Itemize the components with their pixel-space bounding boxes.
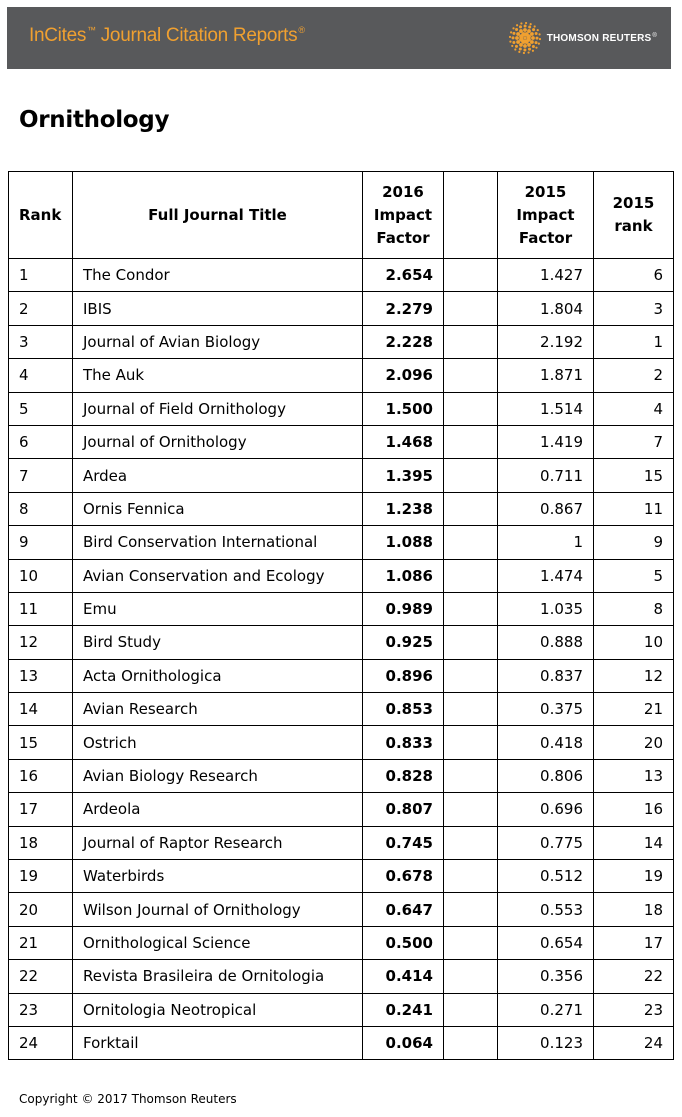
logo-dot bbox=[535, 37, 538, 40]
logo-dot bbox=[515, 45, 518, 48]
rank-2015-cell: 7 bbox=[594, 425, 674, 458]
impact-factor-2015-cell: 0.512 bbox=[498, 860, 594, 893]
journal-title-cell: Journal of Ornithology bbox=[73, 425, 363, 458]
rank-cell: 4 bbox=[9, 359, 73, 392]
blank-cell bbox=[444, 726, 498, 759]
impact-factor-2016-cell: 1.500 bbox=[363, 392, 444, 425]
impact-factor-2016-cell: 2.654 bbox=[363, 259, 444, 292]
impact-factor-2015-cell: 0.418 bbox=[498, 726, 594, 759]
table-row bbox=[9, 826, 674, 859]
table-row bbox=[9, 1026, 674, 1059]
table-row bbox=[9, 325, 674, 358]
journal-title-cell: Emu bbox=[73, 592, 363, 625]
impact-factor-2016-cell: 0.925 bbox=[363, 626, 444, 659]
rank-cell: 11 bbox=[9, 592, 73, 625]
impact-factor-2015-cell: 1.035 bbox=[498, 592, 594, 625]
logo-dot bbox=[534, 41, 537, 44]
rank-2015-cell: 16 bbox=[594, 793, 674, 826]
brand-name-text: THOMSON REUTERS bbox=[546, 32, 652, 44]
blank-cell bbox=[444, 860, 498, 893]
logo-dot bbox=[515, 28, 518, 31]
impact-factor-2015-cell: 1.804 bbox=[498, 292, 594, 325]
impact-factor-2016-cell: 0.241 bbox=[363, 993, 444, 1026]
rank-cell: 9 bbox=[9, 526, 73, 559]
impact-factor-2016-cell: 2.228 bbox=[363, 325, 444, 358]
rank-cell: 16 bbox=[9, 759, 73, 792]
impact-factor-2015-cell: 1.514 bbox=[498, 392, 594, 425]
journal-title-cell: Wilson Journal of Ornithology bbox=[73, 893, 363, 926]
impact-factor-2016-cell: 1.088 bbox=[363, 526, 444, 559]
table-row bbox=[9, 492, 674, 525]
logo-dot bbox=[525, 22, 527, 24]
impact-factor-2015-cell: 1.474 bbox=[498, 559, 594, 592]
logo-dot bbox=[509, 41, 511, 43]
impact-factor-2016-cell: 0.853 bbox=[363, 693, 444, 726]
impact-factor-2015-cell: 0.888 bbox=[498, 626, 594, 659]
rank-cell: 14 bbox=[9, 693, 73, 726]
logo-dot bbox=[512, 41, 515, 44]
logo-dot bbox=[529, 23, 531, 25]
impact-factor-2015-cell: 0.375 bbox=[498, 693, 594, 726]
impact-factor-2015-cell: 0.867 bbox=[498, 492, 594, 525]
impact-factor-2016-cell: 2.096 bbox=[363, 359, 444, 392]
header-banner bbox=[7, 7, 671, 69]
table-row bbox=[9, 592, 674, 625]
rank-2015-cell: 6 bbox=[594, 259, 674, 292]
logo-dot bbox=[516, 32, 520, 36]
blank-cell bbox=[444, 893, 498, 926]
logo-dot bbox=[518, 51, 520, 53]
blank-cell bbox=[444, 259, 498, 292]
blank-cell bbox=[444, 793, 498, 826]
logo-dot bbox=[519, 43, 523, 47]
logo-dot bbox=[515, 36, 519, 40]
header-line: 2015 bbox=[612, 194, 655, 212]
impact-factor-2015-cell: 1.871 bbox=[498, 359, 594, 392]
rank-2015-cell: 5 bbox=[594, 559, 674, 592]
rank-cell: 17 bbox=[9, 793, 73, 826]
logo-dot bbox=[526, 34, 530, 38]
impact-factor-2016-cell: 0.678 bbox=[363, 860, 444, 893]
logo-dot bbox=[511, 45, 513, 47]
logo-dot bbox=[536, 29, 538, 31]
rank-2015-cell: 22 bbox=[594, 960, 674, 993]
page-title: Ornithology bbox=[19, 107, 170, 133]
table-row bbox=[9, 893, 674, 926]
impact-factor-2016-cell: 0.647 bbox=[363, 893, 444, 926]
rank-cell: 5 bbox=[9, 392, 73, 425]
logo-dot bbox=[530, 32, 534, 36]
logo-dot bbox=[532, 50, 534, 52]
rank-cell: 24 bbox=[9, 1026, 73, 1059]
impact-factor-2016-cell: 0.896 bbox=[363, 659, 444, 692]
logo-dot bbox=[527, 51, 529, 53]
logo-dot bbox=[516, 24, 518, 26]
table-row bbox=[9, 526, 674, 559]
logo-dot bbox=[531, 36, 535, 40]
table-row bbox=[9, 726, 674, 759]
journal-title-cell: Avian Research bbox=[73, 693, 363, 726]
journal-title-cell: Ornitologia Neotropical bbox=[73, 993, 363, 1026]
header-line: rank bbox=[614, 217, 653, 235]
column-header-rank-2015 bbox=[594, 172, 674, 259]
table-row bbox=[9, 392, 674, 425]
logo-dot bbox=[509, 36, 511, 38]
journal-title-cell: Revista Brasileira de Ornitologia bbox=[73, 960, 363, 993]
logo-dot bbox=[520, 22, 522, 24]
blank-cell bbox=[444, 359, 498, 392]
impact-factor-2015-cell: 0.775 bbox=[498, 826, 594, 859]
logo-dot bbox=[523, 44, 527, 48]
table-row bbox=[9, 359, 674, 392]
rank-2015-cell: 18 bbox=[594, 893, 674, 926]
column-header-title: Full Journal Title bbox=[73, 172, 363, 259]
rank-2015-cell: 13 bbox=[594, 759, 674, 792]
trademark-mark: ™ bbox=[87, 25, 96, 35]
logo-dot bbox=[519, 29, 523, 33]
journal-title-cell: Bird Study bbox=[73, 626, 363, 659]
impact-factor-2016-cell: 0.807 bbox=[363, 793, 444, 826]
blank-cell bbox=[444, 292, 498, 325]
rank-2015-cell: 2 bbox=[594, 359, 674, 392]
impact-factor-2015-cell: 0.271 bbox=[498, 993, 594, 1026]
journal-title-cell: Avian Conservation and Ecology bbox=[73, 559, 363, 592]
rank-2015-cell: 10 bbox=[594, 626, 674, 659]
impact-factor-2016-cell: 1.468 bbox=[363, 425, 444, 458]
impact-factor-2016-cell: 0.064 bbox=[363, 1026, 444, 1059]
logo-dot bbox=[523, 25, 526, 28]
logo-dot bbox=[527, 43, 531, 47]
logo-dot bbox=[539, 38, 541, 40]
rank-cell: 18 bbox=[9, 826, 73, 859]
column-header-rank: Rank bbox=[9, 172, 73, 259]
product-name: InCites bbox=[29, 25, 87, 46]
impact-factor-2016-cell: 1.238 bbox=[363, 492, 444, 525]
blank-cell bbox=[444, 826, 498, 859]
logo-dot bbox=[512, 27, 514, 29]
impact-factor-2016-cell: 0.745 bbox=[363, 826, 444, 859]
column-header-if-2016 bbox=[363, 172, 444, 259]
brand-name bbox=[547, 33, 657, 44]
product-subtitle: Journal Citation Reports bbox=[95, 25, 298, 46]
table-row bbox=[9, 626, 674, 659]
blank-cell bbox=[444, 425, 498, 458]
table-row bbox=[9, 793, 674, 826]
blank-cell bbox=[444, 960, 498, 993]
table-row bbox=[9, 960, 674, 993]
brand-registered-mark: ® bbox=[652, 32, 657, 39]
rank-2015-cell: 4 bbox=[594, 392, 674, 425]
rank-2015-cell: 3 bbox=[594, 292, 674, 325]
rank-cell: 3 bbox=[9, 325, 73, 358]
impact-factor-2016-cell: 0.500 bbox=[363, 926, 444, 959]
logo-dot bbox=[528, 48, 531, 51]
header-line: 2016 bbox=[382, 182, 424, 201]
rank-2015-cell: 19 bbox=[594, 860, 674, 893]
logo-dot bbox=[527, 29, 531, 33]
impact-factor-2015-cell: 0.806 bbox=[498, 759, 594, 792]
blank-cell bbox=[444, 1026, 498, 1059]
journal-title-cell: Journal of Avian Biology bbox=[73, 325, 363, 358]
rank-2015-cell: 1 bbox=[594, 325, 674, 358]
table-row bbox=[9, 292, 674, 325]
blank-cell bbox=[444, 392, 498, 425]
logo-dot bbox=[533, 25, 535, 27]
header-line: Factor bbox=[518, 228, 573, 247]
blank-cell bbox=[444, 526, 498, 559]
journal-title-cell: Ornithological Science bbox=[73, 926, 363, 959]
logo-dot bbox=[528, 25, 531, 28]
journal-title-cell: Avian Biology Research bbox=[73, 759, 363, 792]
rank-cell: 1 bbox=[9, 259, 73, 292]
impact-factor-2015-cell: 2.192 bbox=[498, 325, 594, 358]
column-header-if-2015 bbox=[498, 172, 594, 259]
rank-cell: 10 bbox=[9, 559, 73, 592]
logo-dot bbox=[530, 40, 534, 44]
impact-factor-2015-cell: 0.356 bbox=[498, 960, 594, 993]
blank-cell bbox=[444, 492, 498, 525]
blank-cell bbox=[444, 325, 498, 358]
header-line: 2015 bbox=[524, 182, 567, 201]
logo-dot bbox=[538, 33, 540, 35]
rank-cell: 15 bbox=[9, 726, 73, 759]
impact-factor-2015-cell: 1.427 bbox=[498, 259, 594, 292]
rank-cell: 6 bbox=[9, 425, 73, 458]
blank-cell bbox=[444, 659, 498, 692]
table-row bbox=[9, 860, 674, 893]
logo-dot bbox=[519, 48, 522, 51]
blank-cell bbox=[444, 459, 498, 492]
impact-factor-2015-cell: 0.553 bbox=[498, 893, 594, 926]
rank-cell: 13 bbox=[9, 659, 73, 692]
rank-cell: 23 bbox=[9, 993, 73, 1026]
logo-dot bbox=[512, 32, 515, 35]
impact-factor-2016-cell: 0.414 bbox=[363, 960, 444, 993]
logo-dot bbox=[523, 52, 525, 54]
journal-title-cell: The Auk bbox=[73, 359, 363, 392]
rank-cell: 20 bbox=[9, 893, 73, 926]
table-row bbox=[9, 693, 674, 726]
rank-cell: 7 bbox=[9, 459, 73, 492]
impact-factor-2016-cell: 0.989 bbox=[363, 592, 444, 625]
rank-2015-cell: 15 bbox=[594, 459, 674, 492]
rank-2015-cell: 24 bbox=[594, 1026, 674, 1059]
registered-mark: ® bbox=[298, 25, 305, 35]
blank-cell bbox=[444, 926, 498, 959]
table-row bbox=[9, 993, 674, 1026]
rank-cell: 19 bbox=[9, 860, 73, 893]
rank-2015-cell: 14 bbox=[594, 826, 674, 859]
blank-cell bbox=[444, 592, 498, 625]
impact-factor-2015-cell: 0.837 bbox=[498, 659, 594, 692]
impact-factor-2015-cell: 0.123 bbox=[498, 1026, 594, 1059]
table-row bbox=[9, 559, 674, 592]
logo-dot bbox=[514, 48, 516, 50]
logo-dot bbox=[523, 48, 526, 51]
journal-title-cell: Journal of Raptor Research bbox=[73, 826, 363, 859]
table-row bbox=[9, 926, 674, 959]
blank-cell bbox=[444, 559, 498, 592]
journal-title-cell: Bird Conservation International bbox=[73, 526, 363, 559]
impact-factor-2016-cell: 0.828 bbox=[363, 759, 444, 792]
journal-title-cell: Acta Ornithologica bbox=[73, 659, 363, 692]
logo-dot bbox=[532, 28, 535, 31]
journal-title-cell: The Condor bbox=[73, 259, 363, 292]
blank-cell bbox=[444, 993, 498, 1026]
logo-dot bbox=[511, 36, 514, 39]
impact-factor-2016-cell: 2.279 bbox=[363, 292, 444, 325]
logo-dot bbox=[535, 47, 537, 49]
rank-2015-cell: 8 bbox=[594, 592, 674, 625]
rank-2015-cell: 20 bbox=[594, 726, 674, 759]
logo-dot bbox=[532, 45, 535, 48]
journal-title-cell: Ornis Fennica bbox=[73, 492, 363, 525]
journal-title-cell: Ostrich bbox=[73, 726, 363, 759]
rank-cell: 12 bbox=[9, 626, 73, 659]
header-line: Factor bbox=[376, 228, 430, 247]
logo-dot bbox=[538, 43, 540, 45]
journal-title-cell: Ardeola bbox=[73, 793, 363, 826]
rank-cell: 8 bbox=[9, 492, 73, 525]
table-row bbox=[9, 459, 674, 492]
impact-factor-2015-cell: 1 bbox=[498, 526, 594, 559]
table-row bbox=[9, 259, 674, 292]
logo-dot bbox=[523, 28, 527, 32]
thomson-reuters-logo-icon bbox=[509, 22, 541, 54]
table-row bbox=[9, 425, 674, 458]
journal-title-cell: Forktail bbox=[73, 1026, 363, 1059]
impact-factor-2016-cell: 1.086 bbox=[363, 559, 444, 592]
rank-cell: 2 bbox=[9, 292, 73, 325]
table-row bbox=[9, 759, 674, 792]
rank-2015-cell: 9 bbox=[594, 526, 674, 559]
rank-2015-cell: 23 bbox=[594, 993, 674, 1026]
impact-factor-2015-cell: 0.696 bbox=[498, 793, 594, 826]
impact-factor-2016-cell: 0.833 bbox=[363, 726, 444, 759]
header-line: Impact bbox=[373, 205, 433, 224]
impact-factor-2016-cell: 1.395 bbox=[363, 459, 444, 492]
rank-cell: 22 bbox=[9, 960, 73, 993]
logo-dot bbox=[534, 32, 537, 35]
journal-title-cell: Journal of Field Ornithology bbox=[73, 392, 363, 425]
rank-2015-cell: 12 bbox=[594, 659, 674, 692]
impact-factor-2015-cell: 0.711 bbox=[498, 459, 594, 492]
journal-title-cell: Ardea bbox=[73, 459, 363, 492]
blank-cell bbox=[444, 759, 498, 792]
impact-factor-2015-cell: 0.654 bbox=[498, 926, 594, 959]
logo-center-dot bbox=[523, 36, 526, 39]
product-title bbox=[29, 25, 305, 47]
column-header-blank bbox=[444, 172, 498, 259]
logo-dot bbox=[519, 25, 522, 28]
rank-2015-cell: 11 bbox=[594, 492, 674, 525]
blank-cell bbox=[444, 693, 498, 726]
table-row bbox=[9, 659, 674, 692]
impact-factor-2015-cell: 1.419 bbox=[498, 425, 594, 458]
logo-dot bbox=[516, 40, 520, 44]
rank-cell: 21 bbox=[9, 926, 73, 959]
rank-2015-cell: 21 bbox=[594, 693, 674, 726]
journal-title-cell: IBIS bbox=[73, 292, 363, 325]
rank-2015-cell: 17 bbox=[594, 926, 674, 959]
blank-cell bbox=[444, 626, 498, 659]
journal-table bbox=[8, 171, 674, 1060]
brand bbox=[509, 22, 657, 54]
table-header-row bbox=[9, 172, 674, 259]
journal-title-cell: Waterbirds bbox=[73, 860, 363, 893]
copyright-footer: Copyright © 2017 Thomson Reuters bbox=[19, 1092, 237, 1106]
header-line: Impact bbox=[516, 205, 575, 224]
logo-dot bbox=[510, 31, 512, 33]
